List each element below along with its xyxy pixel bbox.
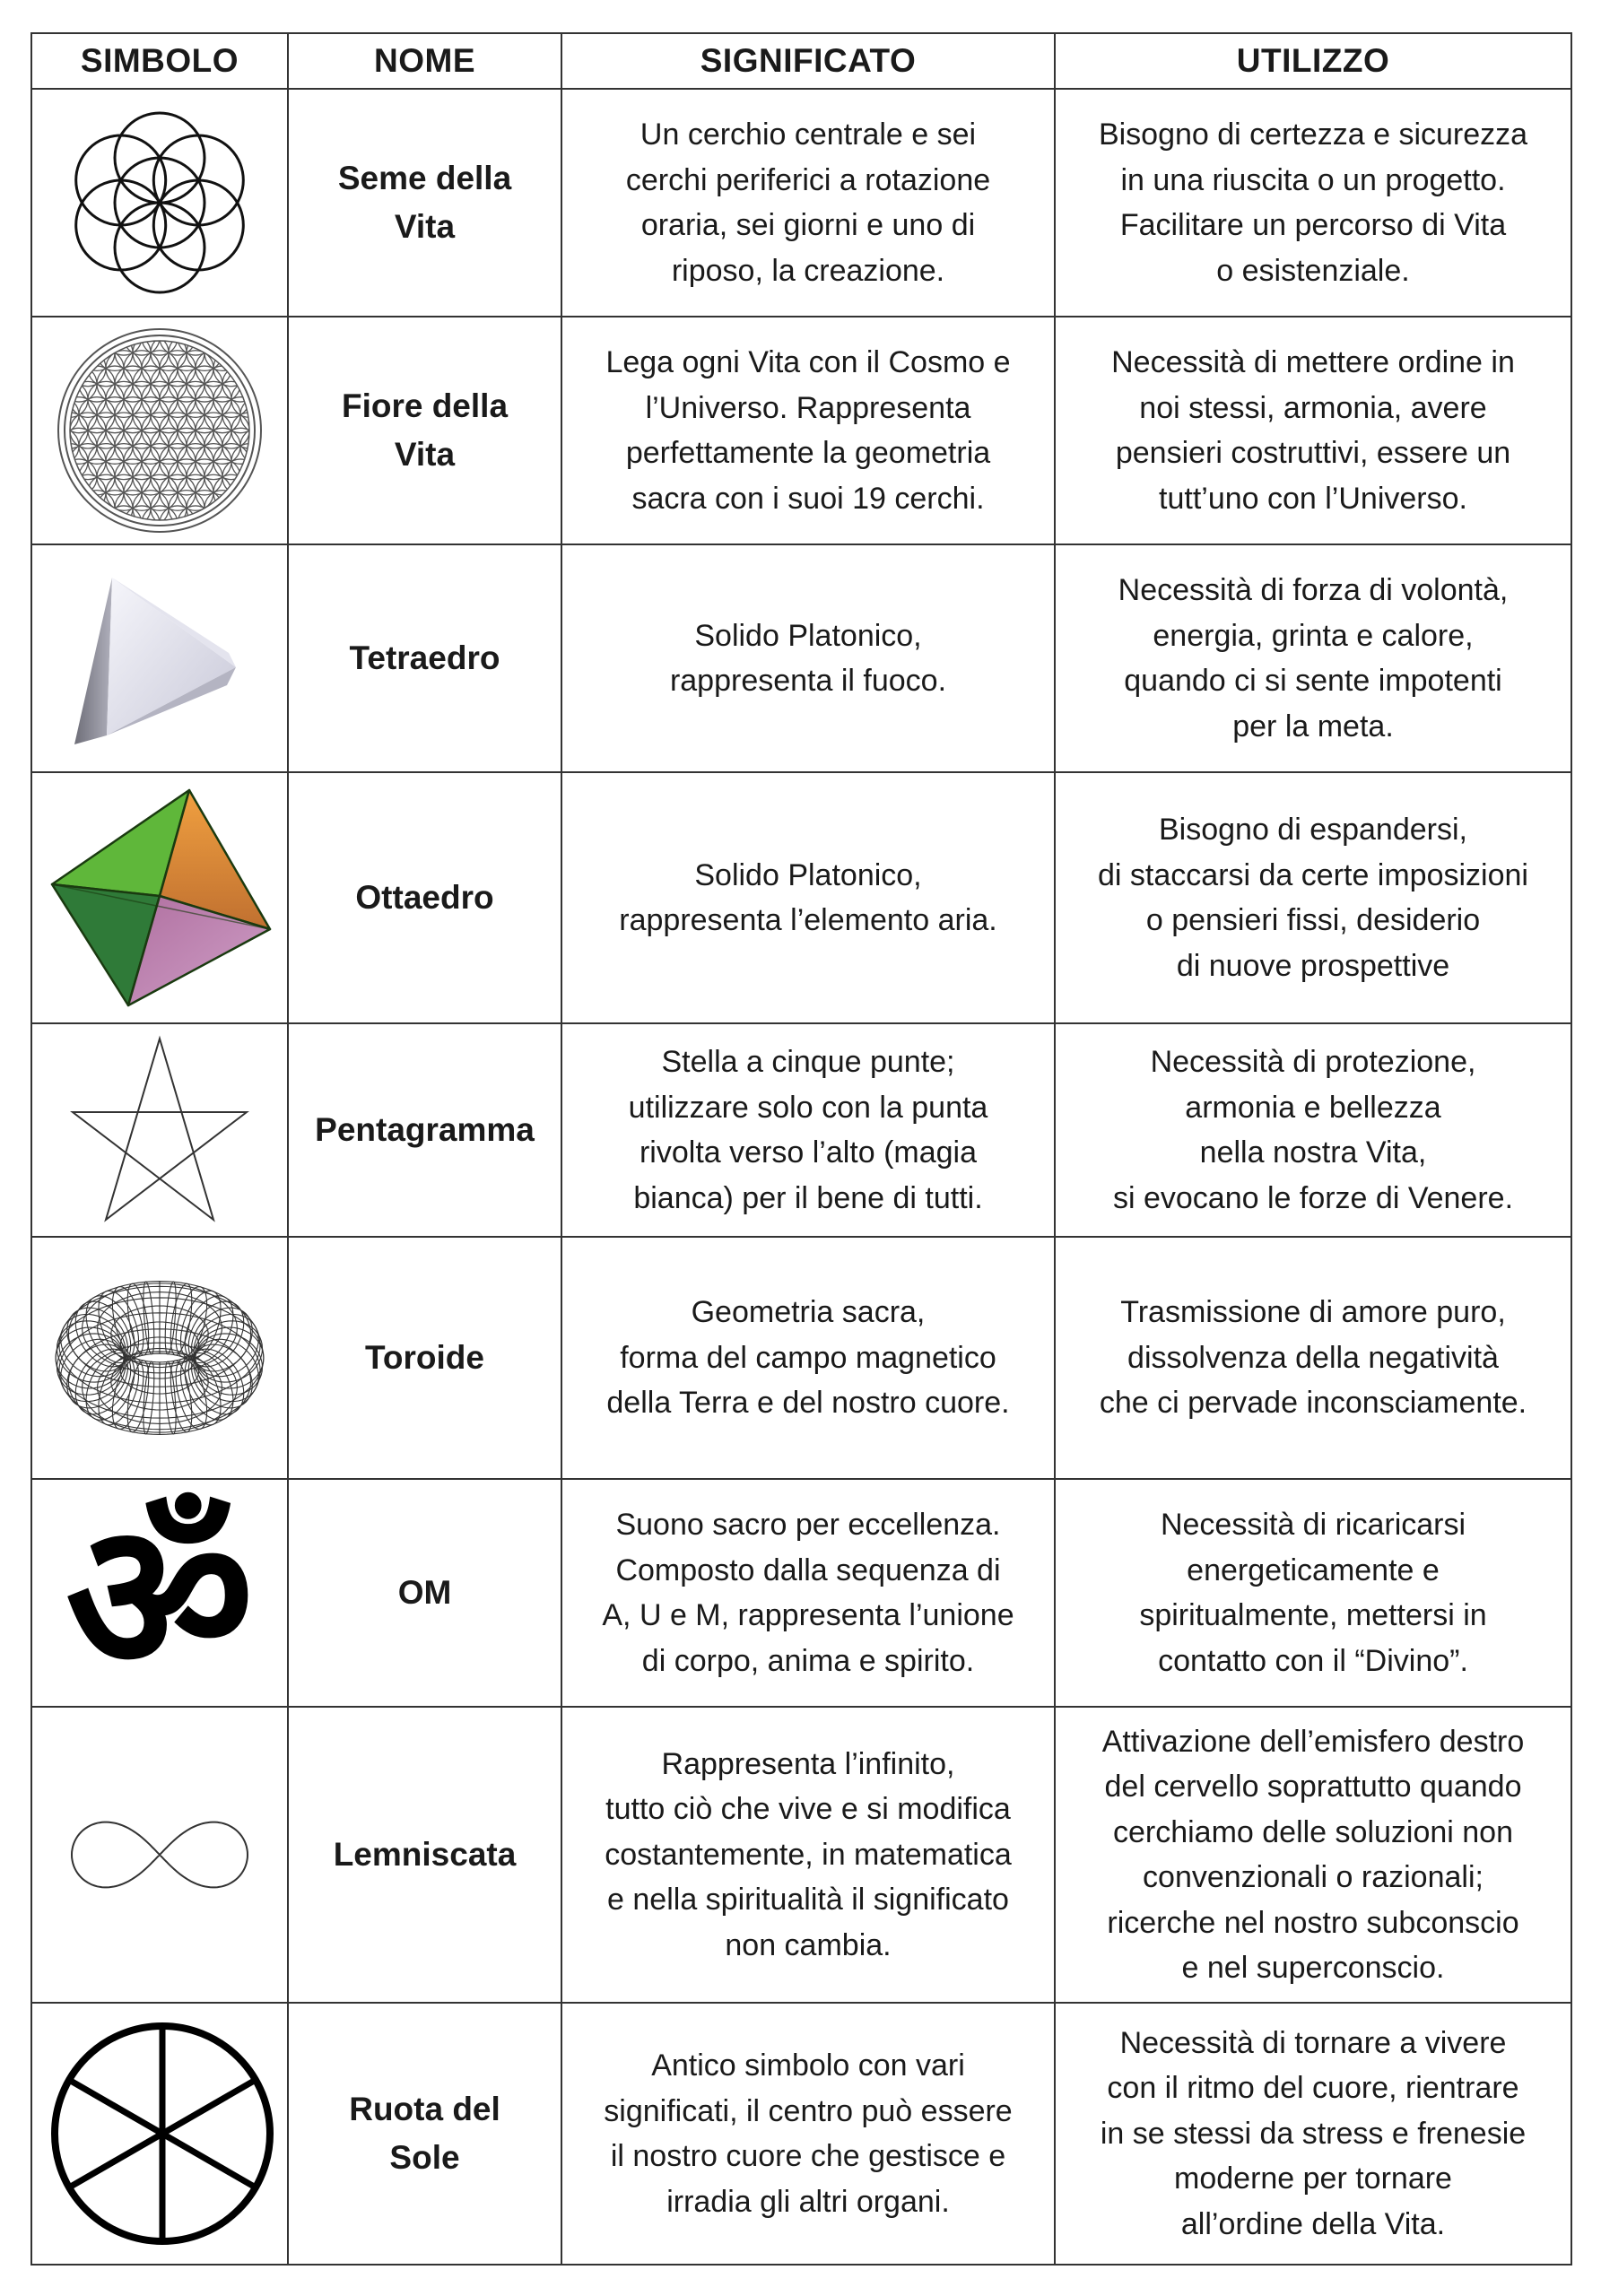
header-meaning: SIGNIFICATO bbox=[561, 33, 1055, 89]
row-name: Lemniscata bbox=[288, 1707, 561, 2003]
row-meaning: Stella a cinque punte; utilizzare solo con la punta rivolta verso l’alto (magia bianca) per il bene di tutti. bbox=[561, 1023, 1055, 1237]
table-row bbox=[31, 1023, 1571, 1237]
symbol-cell bbox=[31, 317, 288, 544]
row-name: Ottaedro bbox=[288, 772, 561, 1023]
row-name: Ruota del Sole bbox=[288, 2003, 561, 2265]
table-row bbox=[31, 317, 1571, 544]
table-row bbox=[31, 2003, 1571, 2265]
row-name: Fiore della Vita bbox=[288, 317, 561, 544]
row-name: OM bbox=[288, 1479, 561, 1707]
symbol-cell bbox=[31, 1023, 288, 1237]
row-name: Pentagramma bbox=[288, 1023, 561, 1237]
table-row bbox=[31, 544, 1571, 772]
tetrahedron-icon bbox=[57, 560, 263, 757]
row-usage: Trasmissione di amore puro, dissolvenza della negatività che ci pervade inconsciamente. bbox=[1055, 1237, 1571, 1479]
row-usage: Bisogno di certezza e sicurezza in una riuscita o un progetto. Facilitare un percorso di Vita o esistenziale. bbox=[1055, 89, 1571, 317]
symbol-cell bbox=[31, 1237, 288, 1479]
row-meaning: Suono sacro per eccellenza. Composto dalla sequenza di A, U e M, rappresenta l’unione di corpo, anima e spirito. bbox=[561, 1479, 1055, 1707]
header-symbol: SIMBOLO bbox=[31, 33, 288, 89]
header-usage: UTILIZZO bbox=[1055, 33, 1571, 89]
flower-of-life-icon bbox=[55, 326, 265, 535]
row-meaning: Lega ogni Vita con il Cosmo e l’Universo. Rappresenta perfettamente la geometria sacra con i suoi 19 cerchi. bbox=[561, 317, 1055, 544]
row-name: Tetraedro bbox=[288, 544, 561, 772]
row-meaning: Geometria sacra, forma del campo magnetico della Terra e del nostro cuore. bbox=[561, 1237, 1055, 1479]
row-meaning: Un cerchio centrale e sei cerchi periferici a rotazione oraria, sei giorni e uno di riposo, la creazione. bbox=[561, 89, 1055, 317]
table-row bbox=[31, 1707, 1571, 2003]
pentagram-icon bbox=[57, 1031, 263, 1229]
row-meaning: Antico simbolo con vari significati, il centro può essere il nostro cuore che gestisce e irradia gli altri organi. bbox=[561, 2003, 1055, 2265]
sun-wheel-icon bbox=[41, 2013, 283, 2255]
header-row bbox=[31, 33, 1571, 89]
row-name: Seme della Vita bbox=[288, 89, 561, 317]
row-meaning: Solido Platonico, rappresenta l’elemento aria. bbox=[561, 772, 1055, 1023]
lemniscate-icon bbox=[61, 1810, 258, 1900]
header-name: NOME bbox=[288, 33, 561, 89]
row-usage: Bisogno di espandersi, di staccarsi da certe imposizioni o pensieri fissi, desiderio di nuove prospettive bbox=[1055, 772, 1571, 1023]
row-usage: Necessità di tornare a vivere con il ritmo del cuore, rientrare in se stessi da stress e frenesie moderne per tornare all’ordine della Vita. bbox=[1055, 2003, 1571, 2265]
table-row bbox=[31, 1237, 1571, 1479]
symbol-cell bbox=[31, 89, 288, 317]
symbol-cell bbox=[31, 1707, 288, 2003]
row-usage: Necessità di forza di volontà, energia, grinta e calore, quando ci si sente impotenti per la meta. bbox=[1055, 544, 1571, 772]
torus-icon bbox=[48, 1273, 272, 1443]
symbol-cell bbox=[31, 544, 288, 772]
row-usage: Necessità di ricaricarsi energeticamente e spiritualmente, mettersi in contatto con il “Divino”. bbox=[1055, 1479, 1571, 1707]
row-usage: Necessità di protezione, armonia e bellezza nella nostra Vita, si evocano le forze di Venere. bbox=[1055, 1023, 1571, 1237]
svg-text:ॐ: ॐ bbox=[65, 1490, 254, 1696]
om-icon bbox=[54, 1490, 265, 1696]
table-row bbox=[31, 89, 1571, 317]
row-meaning: Rappresenta l’infinito, tutto ciò che vive e si modifica costantemente, in matematica e nella spiritualità il significato non cambia. bbox=[561, 1707, 1055, 2003]
row-usage: Necessità di mettere ordine in noi stessi, armonia, avere pensieri costruttivi, essere un tutt’uno con l’Universo. bbox=[1055, 317, 1571, 544]
octahedron-icon bbox=[43, 781, 276, 1014]
symbol-cell bbox=[31, 772, 288, 1023]
row-usage: Attivazione dell’emisfero destro del cervello soprattutto quando cerchiamo delle soluzioni non convenzionali o razionali; ricerche nel nostro subconscio e nel superconscio. bbox=[1055, 1707, 1571, 2003]
symbol-cell bbox=[31, 1479, 288, 1707]
seed-of-life-icon bbox=[57, 100, 263, 306]
table-row bbox=[31, 1479, 1571, 1707]
table-row bbox=[31, 772, 1571, 1023]
symbol-cell bbox=[31, 2003, 288, 2265]
symbols-table bbox=[30, 32, 1572, 2266]
row-meaning: Solido Platonico, rappresenta il fuoco. bbox=[561, 544, 1055, 772]
row-name: Toroide bbox=[288, 1237, 561, 1479]
